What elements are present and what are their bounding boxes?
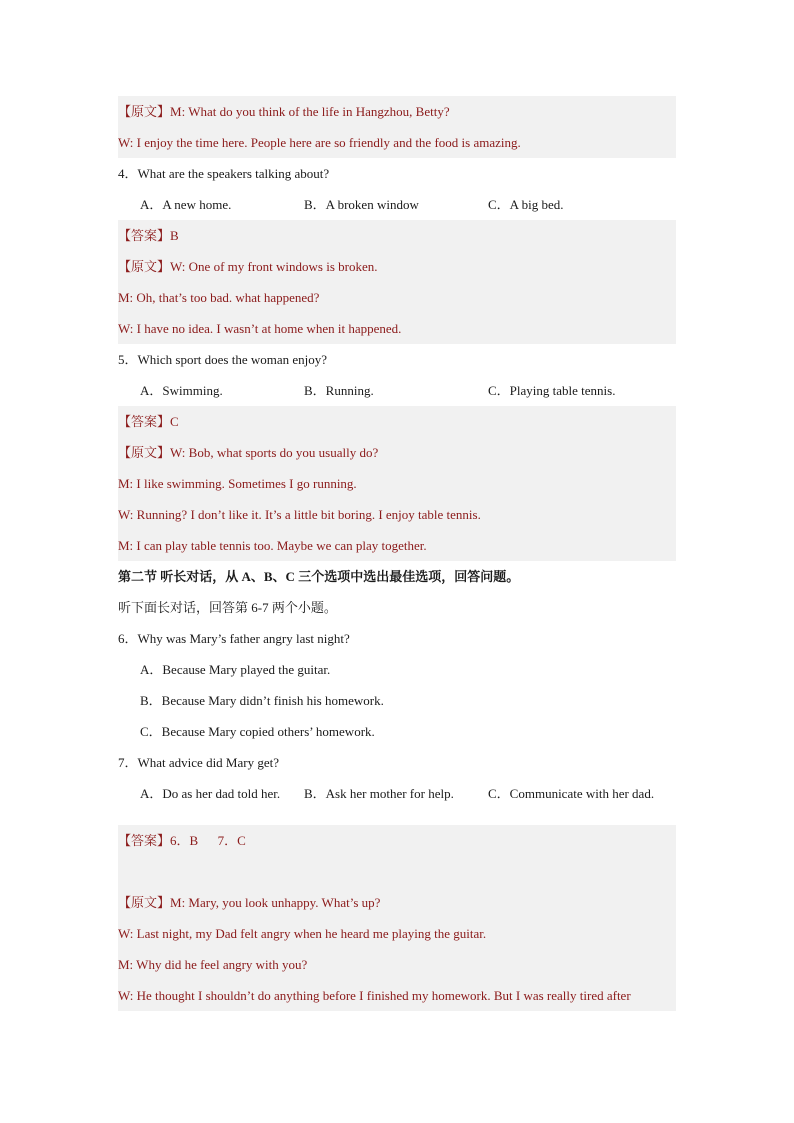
transcript-line: 【原文】W: Bob, what sports do you usually do? xyxy=(118,437,676,468)
transcript-line: M: I can play table tennis too. Maybe we can play together. xyxy=(118,530,676,561)
transcript-line: W: I enjoy the time here. People here are so friendly and the food is amazing. xyxy=(118,127,676,158)
answer-line: 【答案】B xyxy=(118,220,676,251)
section-heading: 第二节 听长对话，从 A、B、C 三个选项中选出最佳选项，回答问题。 xyxy=(118,569,520,584)
option-a: A．A new home. xyxy=(140,197,232,212)
transcript-line: W: Last night, my Dad felt angry when he heard me playing the guitar. xyxy=(118,918,676,949)
question-stem: 5．Which sport does the woman enjoy? xyxy=(118,352,328,367)
option-c: C．Because Mary copied others’ homework. xyxy=(140,724,375,739)
transcript-line: M: Oh, that’s too bad. what happened? xyxy=(118,282,676,313)
document-page xyxy=(118,96,676,1011)
option-a: A．Do as her dad told her. xyxy=(140,786,281,801)
transcript-line: W: I have no idea. I wasn’t at home when it happened. xyxy=(118,313,676,344)
question-options xyxy=(118,375,676,406)
answer-value: B xyxy=(170,228,179,243)
option-a: A．Because Mary played the guitar. xyxy=(140,662,331,677)
answer-value: C xyxy=(170,414,179,429)
question-options xyxy=(118,189,676,220)
spacer xyxy=(118,809,676,825)
option-c: C．Communicate with her dad. xyxy=(488,786,655,801)
option-b: B．Because Mary didn’t finish his homework. xyxy=(140,693,384,708)
question-options xyxy=(118,778,676,809)
question-stem: 4．What are the speakers talking about? xyxy=(118,166,330,181)
transcript-tag: 【原文】 xyxy=(118,104,171,119)
transcript-line: W: Running? I don’t like it. It’s a little bit boring. I enjoy table tennis. xyxy=(118,499,676,530)
option-b: B．A broken window xyxy=(304,197,419,212)
question-stem: 6．Why was Mary’s father angry last night? xyxy=(118,631,350,646)
transcript-line: 【原文】W: One of my front windows is broken. xyxy=(118,251,676,282)
option-b: B．Running. xyxy=(304,383,374,398)
section-intro: 听下面长对话，回答第 6-7 两个小题。 xyxy=(118,600,337,615)
answer-line: 【答案】6．B 7．C xyxy=(118,825,676,887)
answer-value: 6．B 7．C xyxy=(170,833,246,848)
transcript-line: W: He thought I shouldn’t do anything before I finished my homework. But I was really tired after xyxy=(118,980,676,1011)
transcript-line: 【原文】M: Mary, you look unhappy. What’s up? xyxy=(118,887,676,918)
answer-line: 【答案】C xyxy=(118,406,676,437)
transcript-line: M: Why did he feel angry with you? xyxy=(118,949,676,980)
transcript-line: 【原文】M: What do you think of the life in Hangzhou, Betty? xyxy=(118,96,676,127)
option-c: C．A big bed. xyxy=(488,197,564,212)
question-stem: 7．What advice did Mary get? xyxy=(118,755,279,770)
option-b: B．Ask her mother for help. xyxy=(304,786,454,801)
transcript-line: M: I like swimming. Sometimes I go running. xyxy=(118,468,676,499)
option-a: A．Swimming. xyxy=(140,383,223,398)
option-c: C．Playing table tennis. xyxy=(488,383,616,398)
